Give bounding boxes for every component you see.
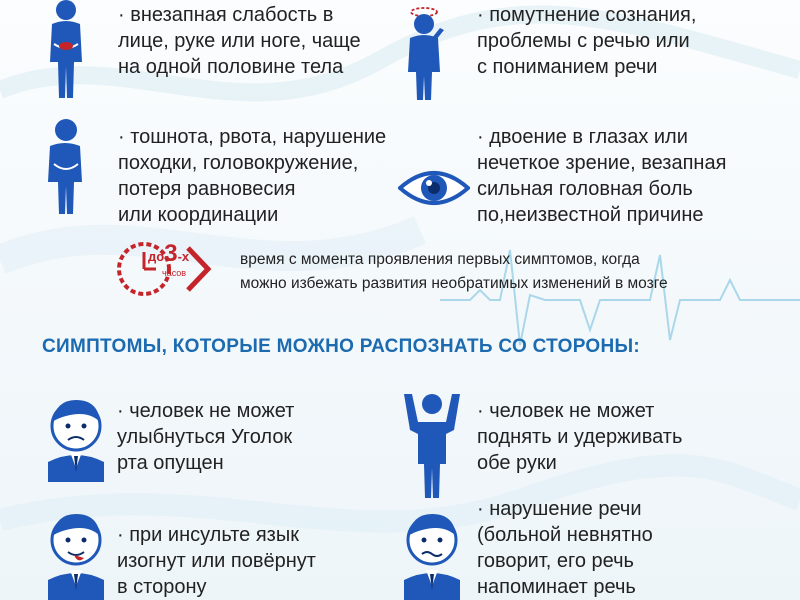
badge-unit: часов (162, 268, 187, 278)
symptom-tongue-text: · при инсульте язык изогнут или повёрнут в сторону (117, 524, 316, 598)
person-confused-icon (400, 508, 464, 600)
time-badge (116, 238, 216, 300)
symptom-nausea-text: · тошнота, рвота, нарушение походки, головокружение, потеря равновесия или координации (118, 126, 387, 226)
symptom-smile-text: · человек не может улыбнуться Уголок рта опущен (117, 400, 295, 474)
eye-icon (398, 164, 470, 212)
symptom-speech-text: · нарушение речи (больной невнятно говорит, его речь напоминает речь (477, 498, 653, 598)
symptom-weakness-text: · внезапная слабость в лице, руке или ноге, чаще на одной половине тела (118, 4, 361, 78)
person-nausea-icon (42, 118, 88, 218)
person-dizzy-icon (398, 2, 454, 102)
badge-number: 3 (164, 240, 178, 267)
symptom-vision-text: · двоение в глазах или нечеткое зрение, везапная сильная головная боль по,неизвестной причине (477, 126, 727, 226)
time-window-text: время с момента проявления первых симптомов, когда можно избежать развития необратимых изменений в мозге (240, 251, 668, 292)
person-tongue-out-icon (44, 508, 108, 600)
symptom-confusion-text: · помутнение сознания, проблемы с речью или с пониманием речи (477, 4, 697, 78)
symptom-arms-text: · человек не может поднять и удерживать обе руки (477, 400, 683, 474)
person-holding-stomach-icon (44, 0, 88, 100)
badge-prefix: до (148, 249, 165, 264)
person-raising-arms-icon (400, 390, 464, 500)
badge-suffix: -х (177, 249, 190, 264)
sad-face-person-icon (44, 396, 108, 482)
section-heading: СИМПТОМЫ, КОТОРЫЕ МОЖНО РАСПОЗНАТЬ СО СТОРОНЫ: (42, 336, 641, 357)
